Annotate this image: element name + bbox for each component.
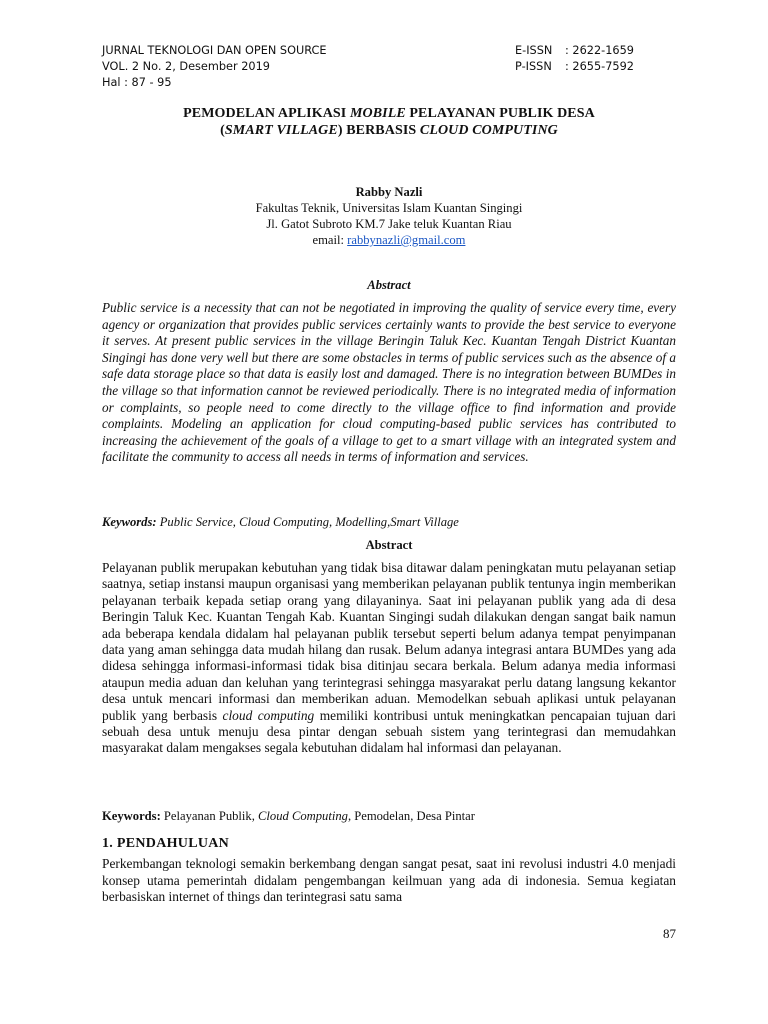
- keywords-label: Keywords:: [102, 515, 157, 529]
- journal-header: [102, 43, 327, 91]
- pissn-value: : 2655-7592: [565, 60, 634, 73]
- abstract-heading-en: Abstract: [367, 278, 411, 292]
- title-part-italic: MOBILE: [349, 106, 406, 121]
- paper-title: [102, 105, 676, 139]
- abstract-text-en: Public service is a necessity that can not be negotiated in improving the quality of service every time, every agency or organization that provides public services certainly wants to provide the best service to everyone it serves. At present public services in the village Beringin Taluk Kec. Kuantan Tengah District Kuantan Singingi has done very well but there are some obstacles in terms of public services such as the absence of a safe data storage place so that data is easily lost and damaged. There is no integration between BUMDes in the village so that information cannot be reviewed periodically. There is no integrated media of information or complaints, so people need to come directly to the village office to find information and provide complaints. Modeling an application for cloud computing-based public services has contributed to increasing the achievement of the goals of a village to get to a smart village with an integrated system and facilitate the community to access all needs in terms of information and services.: [102, 300, 676, 465]
- author-address: Jl. Gatot Subroto KM.7 Jake teluk Kuantan Riau: [266, 217, 512, 231]
- journal-name: JURNAL TEKNOLOGI DAN OPEN SOURCE: [102, 44, 327, 57]
- email-link[interactable]: rabbynazli@gmail.com: [347, 233, 466, 247]
- eissn-row: [515, 43, 634, 59]
- keywords-list: Public Service, Cloud Computing, Modelling,Smart Village: [156, 515, 459, 529]
- title-part: PEMODELAN APLIKASI: [183, 106, 350, 121]
- author-email-line: [102, 232, 676, 248]
- keywords-part: , Pemodelan, Desa Pintar: [347, 809, 475, 823]
- pissn-row: [515, 59, 634, 75]
- journal-volume: VOL. 2 No. 2, Desember 2019: [102, 60, 270, 73]
- email-label: email:: [312, 233, 348, 247]
- keywords-en: [102, 514, 676, 530]
- keywords-part-italic: Cloud Computing: [258, 809, 348, 823]
- eissn-label: E-ISSN: [515, 44, 553, 57]
- keywords-label: Keywords:: [102, 809, 161, 823]
- title-part-italic: SMART VILLAGE: [224, 123, 338, 138]
- pissn-label: P-ISSN: [515, 60, 552, 73]
- title-line-1: [102, 105, 676, 122]
- abstract-id-part-italic: cloud computing: [222, 707, 315, 723]
- title-line-2: [102, 122, 676, 139]
- section-body: Perkembangan teknologi semakin berkembang dengan sangat pesat, saat ini revolusi industri 4.0 menjadi konsep utama pemerintah didalam pengembangan keilmuan yang ada di indonesia. Semua kegiatan berbasiskan internet of things dan terintegrasi satu sama: [102, 856, 676, 905]
- keywords-id: [102, 808, 676, 824]
- title-part: (: [220, 123, 225, 138]
- issn-block: [515, 43, 634, 75]
- abstract-id-part: memiliki kontribusi untuk meningkatkan pencapaian tujuan dari sebuah desa untuk menuju desa pintar dengan sebuah sistem yang terintegrasi dan memudahkan masyarakat dalam mengakses segala kebutuhan didalam hal informasi dan pelayanan.: [102, 707, 676, 756]
- page-number: 87: [663, 926, 676, 941]
- keywords-part: Pelayanan Publik,: [160, 809, 259, 823]
- journal-pages: Hal : 87 - 95: [102, 76, 172, 89]
- section-heading: 1. PENDAHULUAN: [102, 836, 230, 851]
- abstract-heading-id: Abstract: [365, 538, 413, 552]
- author-block: [102, 184, 676, 248]
- author-affiliation: Fakultas Teknik, Universitas Islam Kuantan Singingi: [255, 201, 523, 215]
- title-part: PELAYANAN PUBLIK DESA: [405, 106, 595, 121]
- title-part-italic: CLOUD COMPUTING: [419, 123, 558, 138]
- title-part: ) BERBASIS: [337, 123, 420, 138]
- abstract-id-part: Pelayanan publik merupakan kebutuhan yang tidak bisa ditawar dalam peningkatan mutu pelayanan setiap saatnya, setiap instansi maupun organisasi yang memberikan pelayanan publik tentunya ingin memberikan pelayanan terbaik kepada setiap orang yang dilayaninya. Saat ini pelayanan publik yang ada di desa Beringin Taluk Kec. Kuantan Tengah Kab. Kuantan Singingi sudah dilakukan dengan sangat baik namun ada beberapa kendala didalam hal pelayanan publik tersebut seperti belum adanya tempat penyimpanan data yang aman sehingga data mudah hilang dan rusak. Belum adanya integrasi antara BUMDes yang ada didesa sehingga informasi-informasi tidak bisa ditinjau secara berkala. Belum adanya media informasi ataupun media aduan dan keluhan yang terintegrasi sehingga masyarakat perlu datang langsung kekantor desa untuk mencari informasi dan memberikan aduan. Memodelkan sebuah aplikasi untuk pelayanan publik yang berbasis: [102, 560, 676, 723]
- author-name: Rabby Nazli: [355, 185, 423, 199]
- eissn-value: : 2622-1659: [565, 44, 634, 57]
- abstract-text-id: [102, 560, 676, 757]
